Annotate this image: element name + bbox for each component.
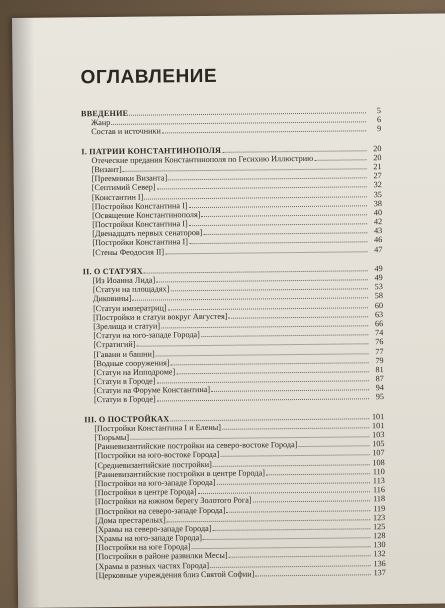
- toc-entry-page: 66: [374, 319, 384, 329]
- toc-entry-title: [Гавани и башни]: [93, 349, 155, 359]
- dot-leader: [156, 273, 368, 282]
- toc-section: [81, 144, 382, 257]
- toc-entry: [86, 568, 386, 580]
- toc-entry-title: [Преемники Византа]: [91, 173, 168, 184]
- dot-leader: [130, 430, 369, 440]
- toc-entry-page: 105: [372, 439, 385, 449]
- toc-entry-page: 130: [373, 540, 386, 550]
- toc-entry-page: 113: [372, 476, 385, 486]
- toc-entry-title: Отеческие предания Константинополя по Гесихию Иллюстрию: [91, 153, 314, 165]
- toc-entry-title: Состав и источники: [91, 126, 161, 137]
- toc-entry-title: [Освящение Константинополя]: [92, 209, 201, 221]
- toc-section: [84, 412, 386, 581]
- toc-entry-title: [Постройки на юго-востоке Города]: [94, 450, 220, 461]
- toc-entry-page: 6: [376, 115, 382, 125]
- toc-entry-page: 87: [375, 374, 384, 384]
- toc-entry-page: 108: [372, 457, 385, 467]
- toc-entry-title: [Статуи на площадях]: [92, 284, 170, 295]
- toc-entry-title: [Средневизантийские постройки]: [94, 459, 212, 470]
- toc-entry-title: [Двенадцать первых сенаторов]: [92, 228, 203, 239]
- dot-leader: [156, 347, 369, 356]
- toc-section-heading-title: I. ПАТРИИ КОНСТАНТИНОПОЛЯ: [81, 145, 222, 156]
- toc-entry: [81, 125, 381, 137]
- dot-leader: [188, 199, 367, 208]
- toc-entry-page: 103: [372, 430, 385, 440]
- toc-entry-title: [Зрелища и статуи]: [93, 321, 161, 332]
- toc-section-heading-page: 101: [371, 411, 385, 421]
- toc-entry-page: 76: [375, 337, 384, 347]
- toc-heading: ОГЛАВЛЕНИЕ: [80, 65, 218, 89]
- toc-entry-page: 21: [373, 162, 382, 172]
- dot-leader: [201, 328, 369, 337]
- toc-entry-title: [Постройки на северо-западе Города]: [95, 505, 226, 516]
- toc-section-heading-page: 49: [374, 263, 383, 274]
- toc-entry-title: [Визант]: [91, 164, 122, 175]
- toc-entry-title: [Статуи в Городе]: [93, 376, 156, 387]
- toc-entry-page: 95: [375, 392, 385, 402]
- dot-leader: [161, 319, 368, 328]
- toc-entry-page: 27: [373, 171, 382, 181]
- toc-entry-page: 63: [374, 309, 384, 319]
- dot-leader: [156, 374, 368, 383]
- dot-leader: [222, 144, 366, 153]
- toc-entry-title: [Статуи на Форуме Константина]: [93, 385, 211, 396]
- dot-leader: [171, 356, 369, 365]
- dot-leader: [222, 421, 369, 430]
- toc-entry-title: [Статуи в Городе]: [93, 394, 156, 405]
- toc-entry-page: 101: [371, 420, 385, 431]
- toc-entry-title: [Постройки Константина I]: [92, 219, 188, 230]
- dot-leader: [228, 310, 368, 318]
- dot-leader: [168, 301, 369, 310]
- dot-leader: [229, 550, 371, 558]
- toc-entry-page: 40: [373, 208, 383, 218]
- toc-entry-title: [Дома престарелых]: [95, 515, 166, 525]
- toc-entry-title: [Стратигий]: [93, 340, 136, 350]
- toc-entry-title: Диковины]: [92, 294, 132, 304]
- dot-leader: [266, 467, 370, 475]
- toc-entry-title: [Септимий Север]: [91, 182, 156, 193]
- toc-section: [81, 106, 381, 137]
- dot-leader: [314, 153, 366, 161]
- toc-entry-title: [Стены Феодосия II]: [92, 247, 165, 257]
- toc-entry-page: 123: [372, 512, 386, 522]
- toc-section-heading-title: III. О ПОСТРОЙКАХ: [84, 413, 170, 424]
- dot-leader: [132, 292, 368, 301]
- toc-section-heading-title: ВВЕДЕНИЕ: [80, 108, 129, 119]
- toc-entry-title: [Храмы на северо-западе Города]: [95, 523, 212, 535]
- dot-leader: [201, 208, 367, 217]
- dot-leader: [298, 439, 369, 447]
- table-of-contents: [81, 64, 386, 590]
- toc-entry-page: 32: [373, 180, 382, 190]
- toc-entry: [82, 245, 382, 257]
- dot-leader: [111, 115, 366, 125]
- dot-leader: [168, 171, 367, 180]
- dot-leader: [165, 245, 367, 254]
- toc-entry-title: [Постройки на юго-западе Города]: [94, 477, 216, 489]
- toc-section-heading-page: 5: [376, 106, 382, 116]
- dot-leader: [136, 338, 368, 347]
- toc-entry-title: [Постройки Константина I]: [91, 200, 188, 211]
- toc-entry-page: 49: [374, 273, 383, 283]
- toc-entry-page: 125: [373, 521, 386, 532]
- dot-leader: [157, 393, 369, 402]
- dot-leader: [203, 531, 371, 540]
- dot-leader: [189, 236, 368, 245]
- toc-entry-title: [Ранневизантийские постройки на северо-востоке Города]: [94, 440, 298, 452]
- toc-entry-title: [Храмы в разных частях Города]: [95, 560, 210, 571]
- toc-entry-page: 35: [373, 189, 382, 199]
- toc-entry-page: 128: [373, 531, 386, 541]
- toc-entry-title: [Постройки на южном берегу Золотого Рога]: [95, 495, 252, 507]
- dot-leader: [203, 227, 367, 236]
- toc-entry-page: 119: [373, 503, 386, 513]
- toc-section-heading-page: 20: [373, 143, 382, 153]
- toc-entry-page: 116: [372, 485, 386, 495]
- dot-leader: [162, 125, 366, 134]
- toc-entry-title: [Постройки Константина I и Елены]: [94, 422, 221, 433]
- toc-entry-title: [Статуи на Ипподроме]: [93, 367, 176, 378]
- toc-entry-title: [Постройки в районе развилки Месы]: [95, 551, 228, 562]
- dot-leader: [170, 412, 369, 421]
- toc-entry-title: [Ранневизантийские постройки в центре Города]: [94, 468, 265, 479]
- dot-leader: [129, 106, 366, 115]
- toc-sections: [81, 106, 386, 580]
- toc-entry-page: 42: [373, 217, 383, 227]
- toc-entry-page: 43: [374, 226, 383, 236]
- toc-entry-page: 58: [374, 291, 383, 301]
- dot-leader: [167, 513, 371, 522]
- dot-leader: [253, 495, 371, 503]
- dot-leader: [212, 522, 370, 531]
- toc-entry-title: [Константин I]: [91, 192, 144, 202]
- toc-entry-page: 46: [374, 235, 383, 245]
- toc-entry-title: [Храмы на юго-западе Города]: [95, 533, 202, 544]
- toc-entry-page: 38: [373, 198, 383, 208]
- toc-entry-title: [Постройки на юге Города]: [95, 542, 191, 553]
- dot-leader: [170, 282, 368, 291]
- toc-entry-title: [Церковные учреждения близ Святой Софии]: [95, 569, 255, 580]
- toc-entry-title: [Тюрьмы]: [94, 432, 130, 443]
- toc-entry-title: [Постройки и статуи вокруг Августея]: [93, 311, 228, 322]
- toc-entry-page: 60: [374, 300, 384, 310]
- dot-leader: [210, 559, 371, 568]
- toc-entry-page: 79: [375, 355, 384, 365]
- dot-leader: [220, 449, 369, 458]
- toc-entry-page: 118: [373, 494, 386, 504]
- toc-entry-page: 110: [372, 466, 385, 476]
- toc-section-heading-title: II. О СТАТУЯХ: [82, 266, 143, 277]
- dot-leader: [255, 568, 371, 576]
- toc-entry-page: 94: [375, 383, 384, 393]
- toc-entry-page: 77: [375, 346, 384, 356]
- toc-entry-page: 81: [375, 365, 384, 375]
- toc-entry-title: [Водные сооружения]: [93, 358, 170, 368]
- toc-entry-page: 107: [372, 448, 385, 458]
- toc-entry-title: [Статуи императриц]: [92, 302, 167, 313]
- toc-entry-page: 47: [374, 244, 383, 254]
- toc-entry-title: [Постройки в центре Города]: [94, 487, 197, 498]
- dot-leader: [176, 365, 369, 374]
- dot-leader: [144, 190, 367, 199]
- dot-leader: [226, 504, 370, 513]
- dot-leader: [156, 181, 366, 190]
- toc-entry-title: [Постройки Константина I]: [92, 237, 188, 248]
- toc-entry: [84, 393, 384, 405]
- dot-leader: [144, 264, 368, 273]
- toc-entry-title: [Статуи на юго-западе Города]: [93, 330, 200, 341]
- toc-entry-page: 136: [373, 558, 386, 568]
- toc-entry-page: 20: [373, 152, 382, 162]
- toc-entry-page: 9: [377, 124, 382, 134]
- toc-entry-title: Жанр: [91, 118, 111, 128]
- toc-entry-page: 137: [373, 567, 386, 578]
- dot-leader: [198, 485, 370, 494]
- dot-leader: [189, 217, 368, 226]
- toc-entry-page: 53: [374, 282, 383, 292]
- toc-entry-title: [Из Иоанна Лида]: [92, 275, 156, 286]
- dot-leader: [191, 541, 370, 550]
- toc-entry-page: 132: [373, 549, 386, 559]
- dot-leader: [123, 162, 367, 172]
- toc-entry-page: 74: [375, 328, 384, 338]
- book-page: [12, 13, 445, 608]
- dot-leader: [216, 476, 369, 485]
- dot-leader: [213, 458, 370, 467]
- toc-section: [83, 264, 384, 405]
- dot-leader: [211, 384, 369, 393]
